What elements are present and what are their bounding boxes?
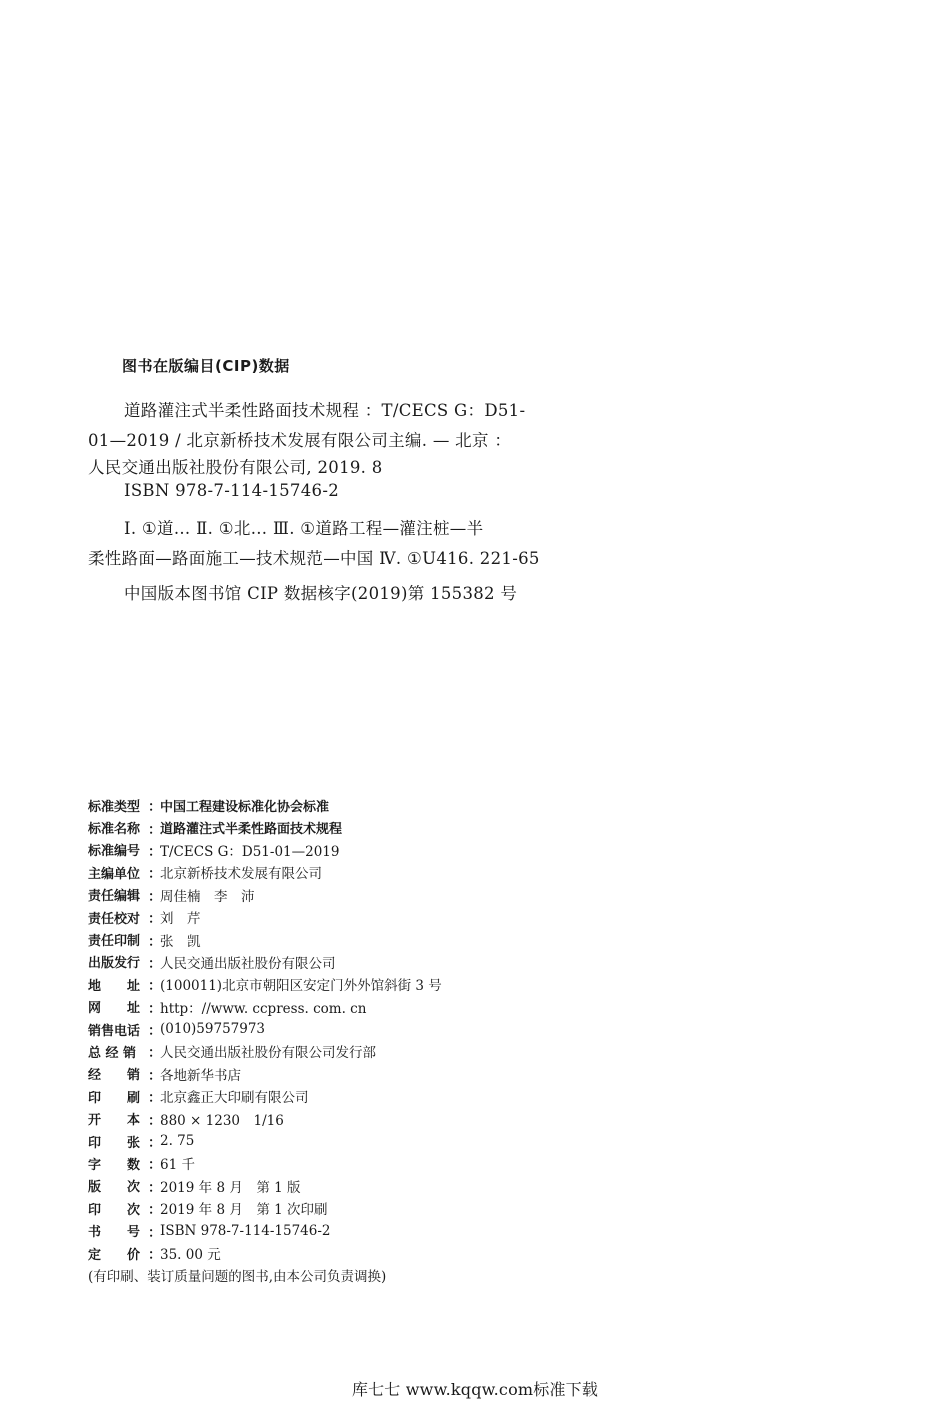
info-row bbox=[88, 973, 608, 995]
info-colon: ： bbox=[148, 888, 162, 905]
info-label: 责任印制 bbox=[88, 934, 141, 950]
info-value: http：//www. ccpress. com. cn bbox=[160, 1000, 367, 1017]
info-label: 标准编号 bbox=[88, 844, 141, 860]
info-value: 道路灌注式半柔性路面技术规程 bbox=[160, 822, 343, 838]
info-value: ISBN 978-7-114-15746-2 bbox=[160, 1222, 331, 1239]
info-colon: ： bbox=[148, 1247, 162, 1263]
info-value: 2019 年 8 月 第 1 版 bbox=[160, 1179, 301, 1196]
info-colon: ： bbox=[148, 1135, 162, 1152]
info-value: 刘 芹 bbox=[160, 911, 201, 928]
info-row bbox=[88, 1040, 608, 1062]
info-colon: ： bbox=[148, 1023, 162, 1040]
info-value: (010)59757973 bbox=[160, 1021, 266, 1038]
info-colon: ： bbox=[148, 1045, 162, 1062]
cip-title: 图书在版编目(CIP)数据 bbox=[122, 357, 290, 375]
info-colon: ： bbox=[148, 955, 162, 972]
info-value: 2. 75 bbox=[160, 1133, 195, 1150]
cip-line-1: 道路灌注式半柔性路面技术规程 ：T/CECS G：D51- bbox=[124, 401, 526, 420]
info-label: 版 次 bbox=[88, 1180, 141, 1196]
info-value: 2019 年 8 月 第 1 次印刷 bbox=[160, 1202, 328, 1219]
info-row bbox=[88, 839, 608, 861]
info-label: 标准类型 bbox=[88, 799, 141, 815]
info-label: 印 次 bbox=[88, 1202, 141, 1218]
info-colon: ： bbox=[148, 1067, 162, 1084]
info-colon: ： bbox=[148, 911, 162, 928]
info-colon: ： bbox=[148, 978, 162, 995]
info-row bbox=[88, 884, 608, 906]
info-row bbox=[88, 1107, 608, 1129]
cip-line-6: 柔性路面—路面施工—技术规范—中国 Ⅳ. ①U416. 221-65 bbox=[88, 549, 540, 568]
info-value: 周佳楠 李 沛 bbox=[160, 888, 255, 905]
cip-line-7: 中国版本图书馆 CIP 数据核字(2019)第 155382 号 bbox=[124, 584, 518, 603]
info-label: 印 刷 bbox=[88, 1090, 141, 1106]
footer-watermark: 库七七 www.kqqw.com标准下载 bbox=[351, 1380, 599, 1399]
info-value: T/CECS G：D51-01—2019 bbox=[160, 843, 340, 860]
info-label: 经 销 bbox=[88, 1068, 141, 1084]
info-row bbox=[88, 1152, 608, 1174]
info-value: 北京鑫正大印刷有限公司 bbox=[160, 1090, 309, 1107]
info-value: 中国工程建设标准化协会标准 bbox=[160, 799, 330, 815]
info-label: 书 号 bbox=[88, 1225, 141, 1241]
info-row bbox=[88, 928, 608, 950]
info-label: 标准名称 bbox=[88, 822, 141, 838]
info-label: 地 址 bbox=[88, 978, 141, 994]
info-row bbox=[88, 1242, 608, 1264]
info-row bbox=[88, 906, 608, 928]
info-colon: ： bbox=[148, 1000, 162, 1017]
info-label: 定 价 bbox=[88, 1247, 141, 1263]
cip-line-3: 人民交通出版社股份有限公司, 2019. 8 bbox=[88, 458, 383, 477]
info-value: 人民交通出版社股份有限公司发行部 bbox=[160, 1045, 376, 1062]
info-row bbox=[88, 951, 608, 973]
info-row bbox=[88, 1085, 608, 1107]
info-row bbox=[88, 1130, 608, 1152]
info-label: 字 数 bbox=[88, 1157, 141, 1173]
info-colon: ： bbox=[148, 1090, 162, 1107]
info-colon: ： bbox=[148, 1202, 162, 1219]
info-colon: ： bbox=[148, 933, 162, 950]
info-label: 印 张 bbox=[88, 1135, 141, 1151]
info-colon: ： bbox=[148, 821, 162, 838]
info-colon: ： bbox=[148, 866, 162, 883]
info-label: 主编单位 bbox=[88, 866, 141, 882]
info-row bbox=[88, 996, 608, 1018]
info-colon: ： bbox=[148, 1112, 162, 1129]
info-label: 网 址 bbox=[88, 1001, 141, 1017]
info-value: 各地新华书店 bbox=[160, 1067, 241, 1084]
info-row bbox=[88, 1063, 608, 1085]
publication-info bbox=[88, 794, 608, 1285]
cip-line-2: 01—2019 / 北京新桥技术发展有限公司主编. — 北京 ： bbox=[88, 431, 512, 450]
info-value: (100011)北京市朝阳区安定门外外馆斜街 3 号 bbox=[160, 978, 442, 995]
cip-line-5: Ⅰ. ①道… Ⅱ. ①北… Ⅲ. ①道路工程—灌注桩—半 bbox=[124, 519, 484, 538]
info-label: 责任校对 bbox=[88, 911, 141, 927]
info-row bbox=[88, 1018, 608, 1040]
info-value: 北京新桥技术发展有限公司 bbox=[160, 866, 322, 883]
info-note: (有印刷、装订质量问题的图书,由本公司负责调换) bbox=[88, 1269, 387, 1286]
info-label: 开 本 bbox=[88, 1113, 141, 1129]
info-row bbox=[88, 861, 608, 883]
info-value: 880 × 1230 1/16 bbox=[160, 1112, 284, 1129]
cip-line-4: ISBN 978-7-114-15746-2 bbox=[124, 481, 340, 500]
info-value: 张 凯 bbox=[160, 933, 201, 950]
info-label: 出版发行 bbox=[88, 956, 141, 972]
info-label: 总 经 销 bbox=[88, 1045, 137, 1061]
info-colon: ： bbox=[148, 799, 162, 816]
info-row bbox=[88, 1219, 608, 1241]
info-colon: ： bbox=[148, 1157, 162, 1174]
info-label: 销售电话 bbox=[88, 1023, 141, 1039]
info-value: 35. 00 元 bbox=[160, 1247, 221, 1263]
info-colon: ： bbox=[148, 843, 162, 860]
info-colon: ： bbox=[148, 1224, 162, 1241]
info-row bbox=[88, 1197, 608, 1219]
info-row bbox=[88, 1175, 608, 1197]
info-row bbox=[88, 816, 608, 838]
info-value: 61 千 bbox=[160, 1157, 195, 1174]
info-label: 责任编辑 bbox=[88, 889, 141, 905]
info-value: 人民交通出版社股份有限公司 bbox=[160, 955, 336, 972]
info-row bbox=[88, 794, 608, 816]
info-colon: ： bbox=[148, 1179, 162, 1196]
